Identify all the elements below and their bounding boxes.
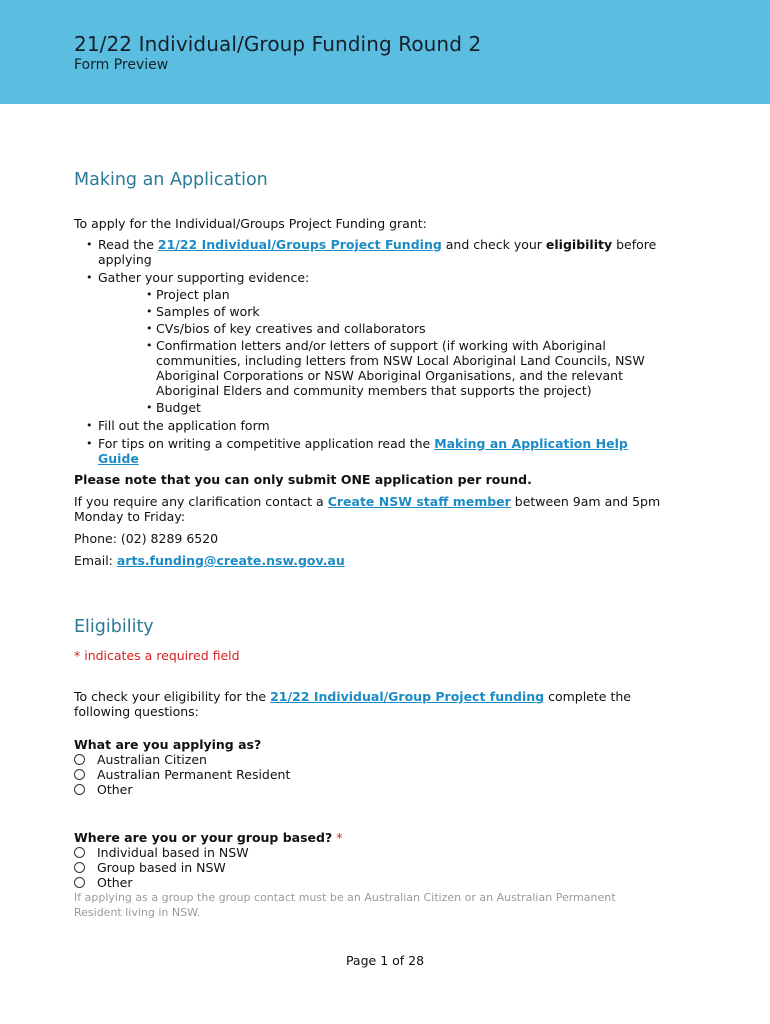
one-application-note: Please note that you can only submit ONE application per round.	[74, 472, 532, 487]
evidence-list	[98, 287, 664, 415]
radio-option[interactable]: Group based in NSW	[74, 860, 664, 875]
project-funding-link[interactable]: 21/22 Individual/Group Project funding	[270, 689, 545, 704]
question-applying-as: What are you applying as?	[74, 737, 262, 752]
group-contact-hint: If applying as a group the group contact must be an Australian Citizen or an Australian Permanent Resident living in NSW.	[74, 891, 616, 919]
radio-button[interactable]	[74, 877, 85, 888]
section-heading-application: Making an Application	[74, 170, 268, 190]
phone-number: Phone: (02) 8289 6520	[74, 531, 219, 546]
radio-group-applying-as	[74, 752, 664, 797]
form-content	[74, 168, 664, 920]
list-item: • Budget	[146, 400, 664, 415]
question-group-based: Where are you or your group based? *	[74, 830, 343, 845]
radio-option[interactable]: Australian Permanent Resident	[74, 767, 664, 782]
funding-guidelines-link[interactable]: 21/22 Individual/Groups Project Funding	[157, 237, 442, 252]
list-item: • Samples of work	[146, 304, 664, 319]
required-field-note: * indicates a required field	[74, 648, 240, 663]
application-intro: To apply for the Individual/Groups Project Funding grant:	[74, 216, 427, 231]
email-link[interactable]: arts.funding@create.nsw.gov.au	[116, 553, 345, 568]
radio-button[interactable]	[74, 754, 85, 765]
application-steps-list	[74, 237, 664, 466]
list-item: • Read the 21/22 Individual/Groups Project Funding and check your eligibility before applying	[80, 237, 664, 267]
radio-option[interactable]: Other	[74, 875, 664, 890]
radio-group-location	[74, 845, 664, 890]
radio-button[interactable]	[74, 847, 85, 858]
list-item: • Confirmation letters and/or letters of support (if working with Aboriginal communities, including letters from NSW Local Aboriginal Land Councils, NSW Aboriginal Corporations or NSW Aboriginal Organisations, and the relevant Aboriginal Elders and community members that supports the project)	[146, 338, 664, 398]
form-header	[0, 0, 770, 104]
radio-button[interactable]	[74, 769, 85, 780]
list-item: • Project plan	[146, 287, 664, 302]
help-guide-link[interactable]: Making an Application Help Guide	[98, 436, 628, 466]
radio-button[interactable]	[74, 862, 85, 873]
email-line: Email: arts.funding@create.nsw.gov.au	[74, 553, 345, 568]
contact-info: If you require any clarification contact a Create NSW staff member between 9am and 5pm Monday to Friday:	[74, 494, 661, 524]
list-item: • Fill out the application form	[80, 418, 664, 433]
required-marker: *	[336, 830, 343, 845]
radio-option[interactable]: Other	[74, 782, 664, 797]
eligibility-intro: To check your eligibility for the 21/22 Individual/Group Project funding complete the following questions:	[74, 689, 631, 719]
radio-option[interactable]: Australian Citizen	[74, 752, 664, 767]
form-title: 21/22 Individual/Group Funding Round 2	[74, 32, 482, 56]
radio-option[interactable]: Individual based in NSW	[74, 845, 664, 860]
staff-member-link[interactable]: Create NSW staff member	[327, 494, 511, 509]
list-item: • Gather your supporting evidence: • Project plan • Samples of work • CVs/bios of key creatives and collaborators • Confirmation letters and/or letters of support (if working with Aboriginal communities, including letters from NSW Local Aboriginal Land Councils, NSW Aboriginal Corporations or NSW Aboriginal Organisations, and the relevant Aboriginal Elders and community members that supports the project) • Budget	[80, 270, 664, 415]
page-number: Page 1 of 28	[345, 953, 425, 968]
section-heading-eligibility: Eligibility	[74, 617, 154, 637]
list-item: • For tips on writing a competitive application read the Making an Application Help Guide	[80, 436, 664, 466]
form-subtitle: Form Preview	[74, 57, 169, 73]
list-item: • CVs/bios of key creatives and collaborators	[146, 321, 664, 336]
radio-button[interactable]	[74, 784, 85, 795]
